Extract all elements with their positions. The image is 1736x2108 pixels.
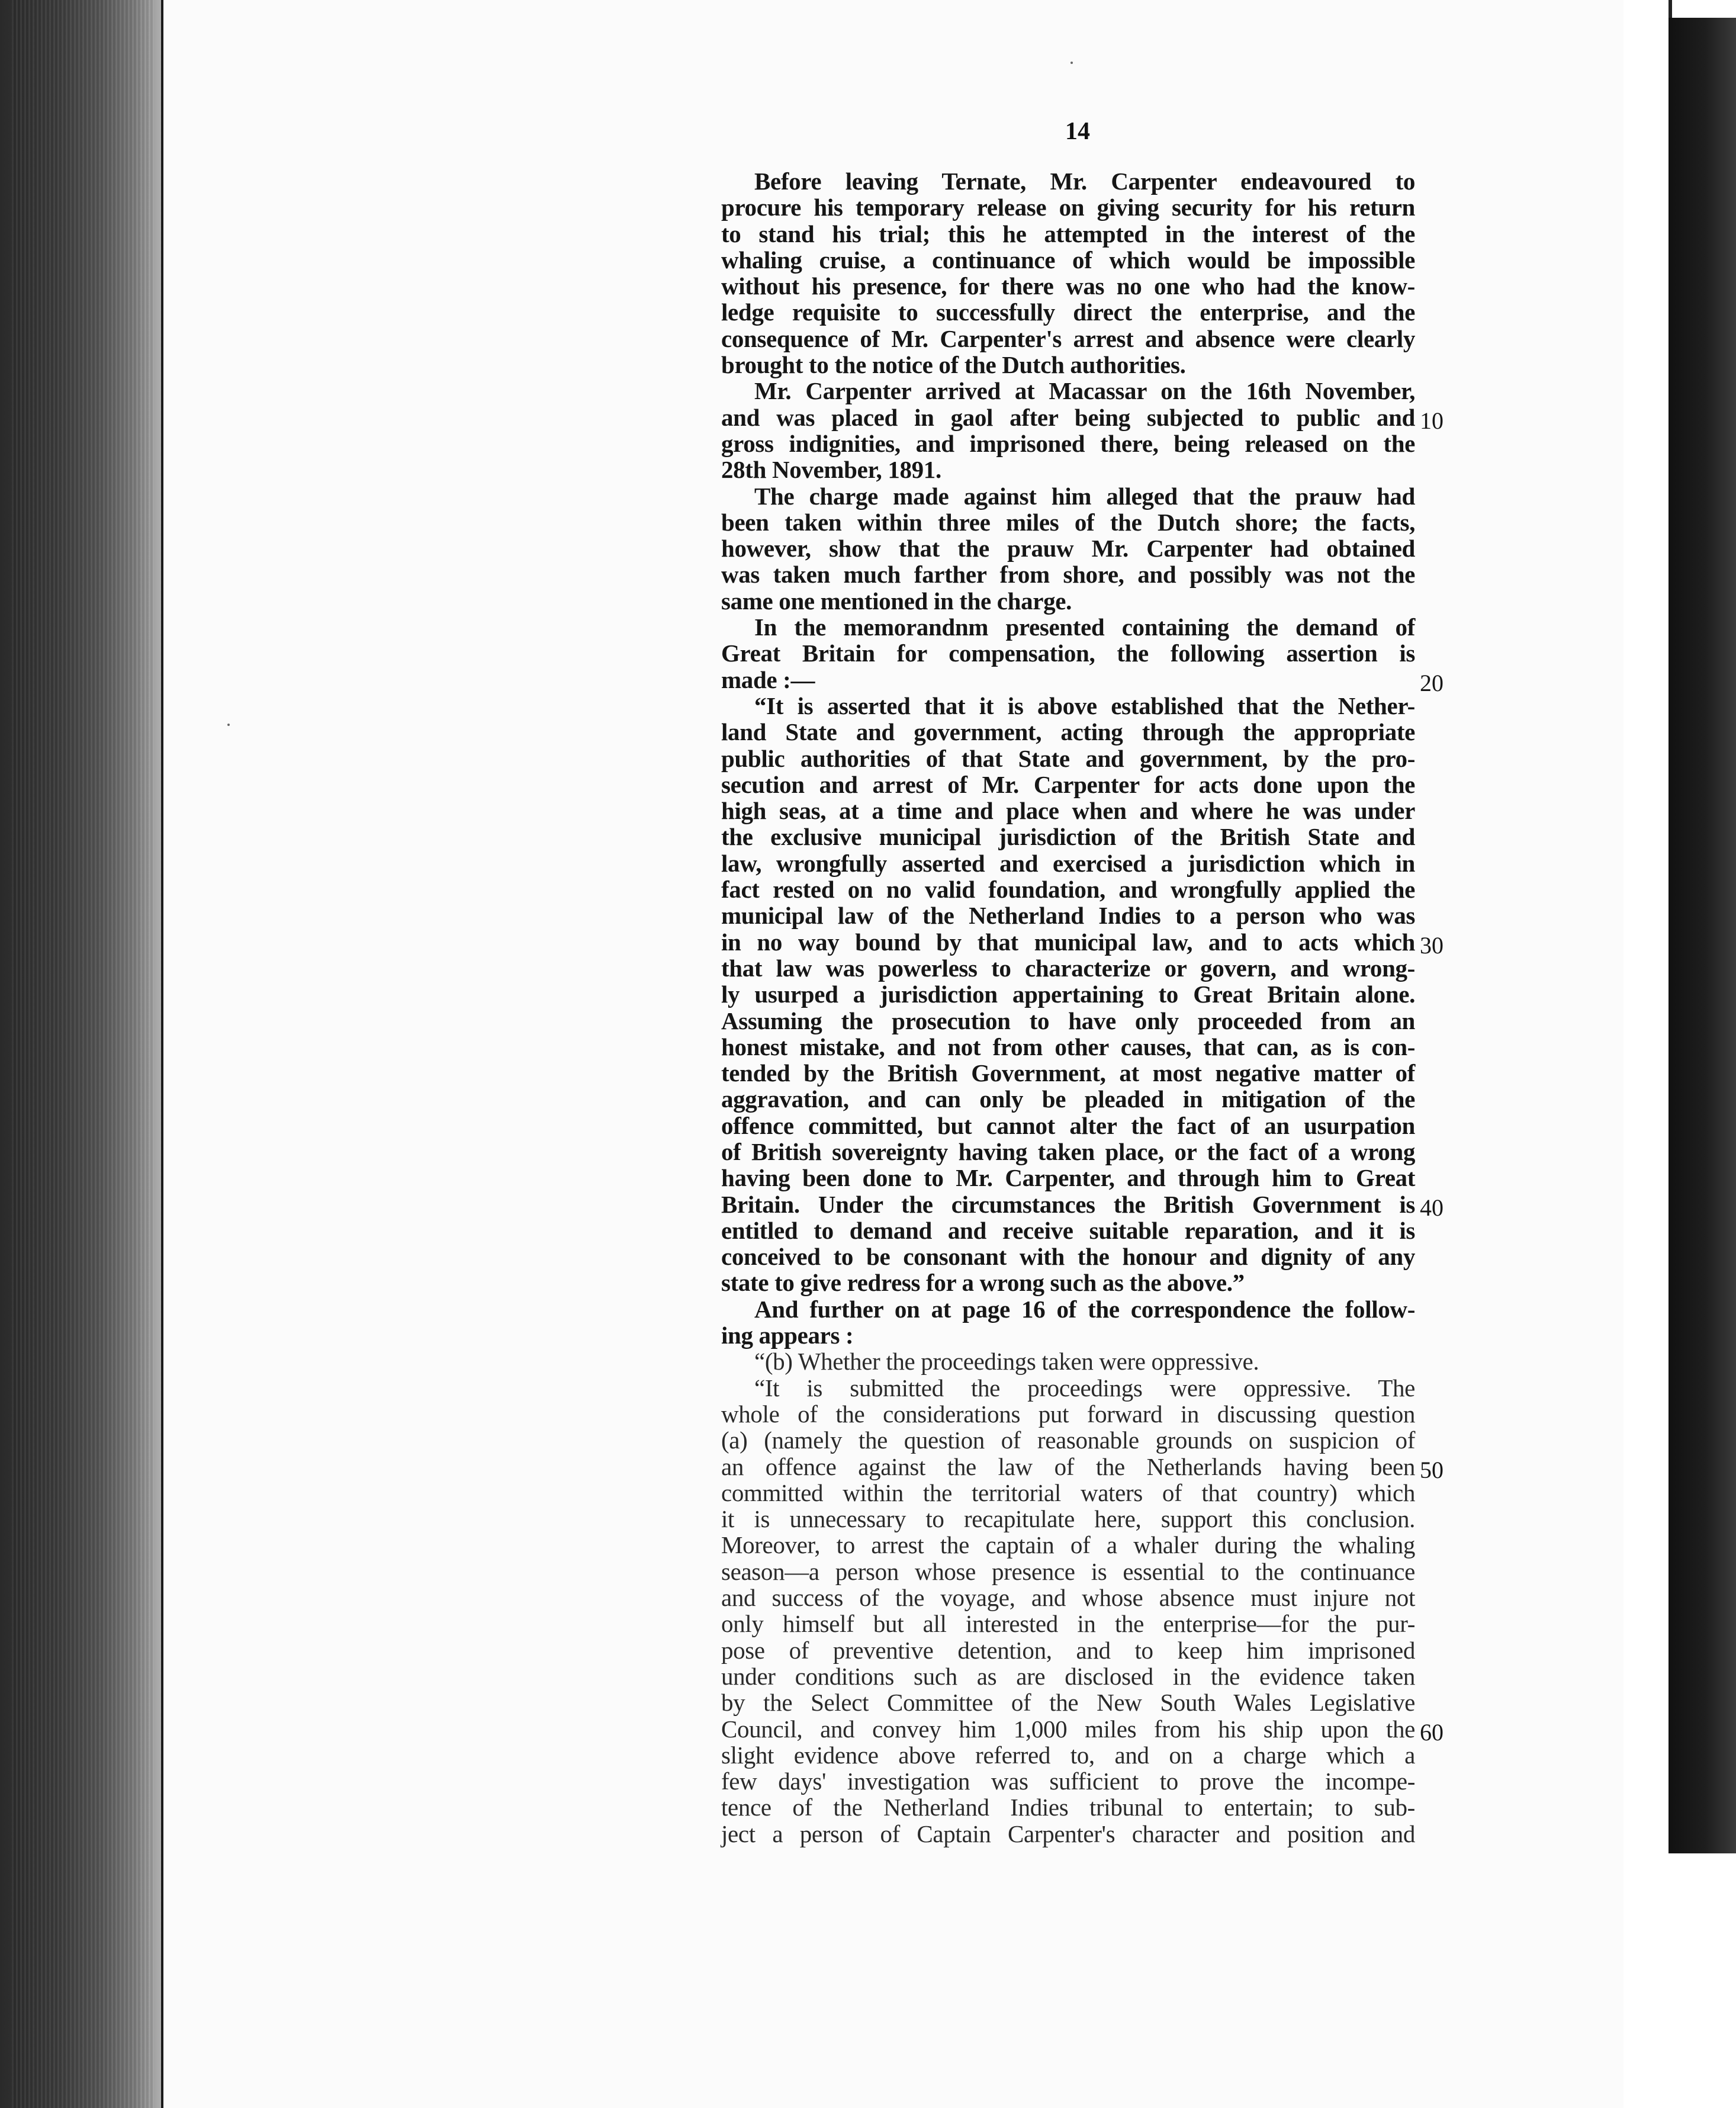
text-line: And further on at page 16 of the correspondence the follow- [754,1295,1415,1323]
text-line: 28th November, 1891. [721,456,941,484]
text-line: honest mistake, and not from other causes, that can, as is con- [721,1033,1415,1061]
text-line: ledge requisite to successfully direct the enterprise, and the [721,298,1415,326]
text-line: having been done to Mr. Carpenter, and through him to Great [721,1164,1415,1192]
text-line: it is unnecessary to recapitulate here, support this conclusion. [721,1505,1415,1533]
margin-line-number: 60 [1420,1718,1444,1746]
margin-line-number: 20 [1420,669,1444,696]
text-line: “(b) Whether the proceedings taken were oppressive. [754,1348,1259,1376]
text-line: (a) (namely the question of reasonable grounds on suspicion of [721,1426,1415,1454]
text-line: brought to the notice of the Dutch authorities. [721,351,1186,379]
text-line: gross indignities, and imprisoned there, being released on the [721,429,1415,457]
text-line: tence of the Netherland Indies tribunal to entertain; to sub- [721,1794,1415,1821]
text-line: the exclusive municipal jurisdiction of the British State and [721,823,1415,851]
text-line: state to give redress for a wrong such as the above.” [721,1269,1245,1297]
text-line: whole of the considerations put forward in discussing question [721,1400,1415,1428]
text-line: Assuming the prosecution to have only proceeded from an [721,1007,1415,1034]
text-line: an offence against the law of the Netherlands having been [721,1453,1415,1480]
margin-line-number: 40 [1420,1194,1444,1221]
text-line: consequence of Mr. Carpenter's arrest and absence were clearly [721,324,1415,352]
text-line: pose of preventive detention, and to keep him imprisoned [721,1636,1415,1664]
text-line: without his presence, for there was no one who had the know- [721,272,1415,300]
text-line: municipal law of the Netherland Indies to a person who was [721,902,1415,930]
body-text [721,168,1415,1847]
text-line: Britain. Under the circumstances the British Government is [721,1190,1415,1218]
text-line: been taken within three miles of the Dutch shore; the facts, [721,508,1415,536]
text-line: conceived to be consonant with the honour and dignity of any [721,1243,1415,1271]
text-line: that law was powerless to characterize or govern, and wrong- [721,954,1415,982]
scan-speck [227,724,230,726]
text-line: same one mentioned in the charge. [721,587,1072,615]
text-line: by the Select Committee of the New South Wales Legislative [721,1689,1415,1717]
text-line: and was placed in gaol after being subjected to public and [721,403,1415,431]
text-line: ing appears : [721,1322,854,1349]
margin-line-number: 30 [1420,931,1444,959]
text-line: few days' investigation was sufficient to prove the incompe- [721,1768,1415,1795]
text-line: of British sovereignty having taken place, or the fact of a wrong [721,1137,1415,1165]
text-line: under conditions such as are disclosed in the evidence taken [721,1662,1415,1690]
text-line: to stand his trial; this he attempted in the interest of the [721,220,1415,248]
text-line: Great Britain for compensation, the following assertion is [721,640,1415,667]
margin-line-number: 50 [1420,1456,1444,1483]
text-line: Before leaving Ternate, Mr. Carpenter endeavoured to [754,168,1415,195]
text-line: and success of the voyage, and whose absence must injure not [721,1584,1415,1612]
facing-page-shadow [1669,18,1736,1853]
book-page-edges [12,0,154,2108]
text-line: entitled to demand and receive suitable reparation, and it is [721,1216,1415,1244]
text-line: “It is asserted that it is above established that the Nether- [754,692,1415,719]
text-line: in no way bound by that municipal law, and to acts which [721,928,1415,956]
text-line: procure his temporary release on giving security for his return [721,194,1415,221]
text-line: aggravation, and can only be pleaded in mitigation of the [721,1085,1415,1113]
text-line: land State and government, acting through the appropriate [721,718,1415,746]
text-line: slight evidence above referred to, and on a charge which a [721,1741,1415,1769]
scan-speck [1070,62,1073,64]
text-line: law, wrongfully asserted and exercised a jurisdiction which in [721,849,1415,877]
text-line: ject a person of Captain Carpenter's character and position and [721,1820,1415,1847]
text-line: was taken much farther from shore, and possibly was not the [721,561,1415,589]
page-number: 14 [1065,118,1090,145]
text-line: however, show that the prauw Mr. Carpenter had obtained [721,535,1415,563]
text-line: offence committed, but cannot alter the fact of an usurpation [721,1111,1415,1139]
text-line: secution and arrest of Mr. Carpenter for acts done upon the [721,770,1415,798]
text-line: tended by the British Government, at most negative matter of [721,1059,1415,1087]
text-line: The charge made against him alleged that the prauw had [754,482,1415,510]
text-line: only himself but all interested in the enterprise—for the pur- [721,1610,1415,1638]
text-line: Moreover, to arrest the captain of a whaler during the whaling [721,1531,1415,1559]
text-line: season—a person whose presence is essential to the continuance [721,1557,1415,1585]
text-line: In the memorandnm presented containing the demand of [754,613,1415,641]
text-line: high seas, at a time and place when and where he was under [721,797,1415,825]
facing-page-edge [1624,0,1672,1847]
text-line: whaling cruise, a continuance of which would be impossible [721,246,1415,274]
text-line: “It is submitted the proceedings were oppressive. The [754,1374,1415,1402]
text-line: Mr. Carpenter arrived at Macassar on the 16th November, [754,377,1415,405]
text-line: fact rested on no valid foundation, and wrongfully applied the [721,876,1415,904]
text-line: committed within the territorial waters of that country) which [721,1479,1415,1506]
text-line: Council, and convey him 1,000 miles from his ship upon the [721,1715,1415,1743]
text-line: ly usurped a jurisdiction appertaining to Great Britain alone. [721,981,1415,1008]
text-line: made :— [721,666,815,693]
margin-line-number: 10 [1420,407,1444,434]
text-line: public authorities of that State and government, by the pro- [721,744,1415,772]
